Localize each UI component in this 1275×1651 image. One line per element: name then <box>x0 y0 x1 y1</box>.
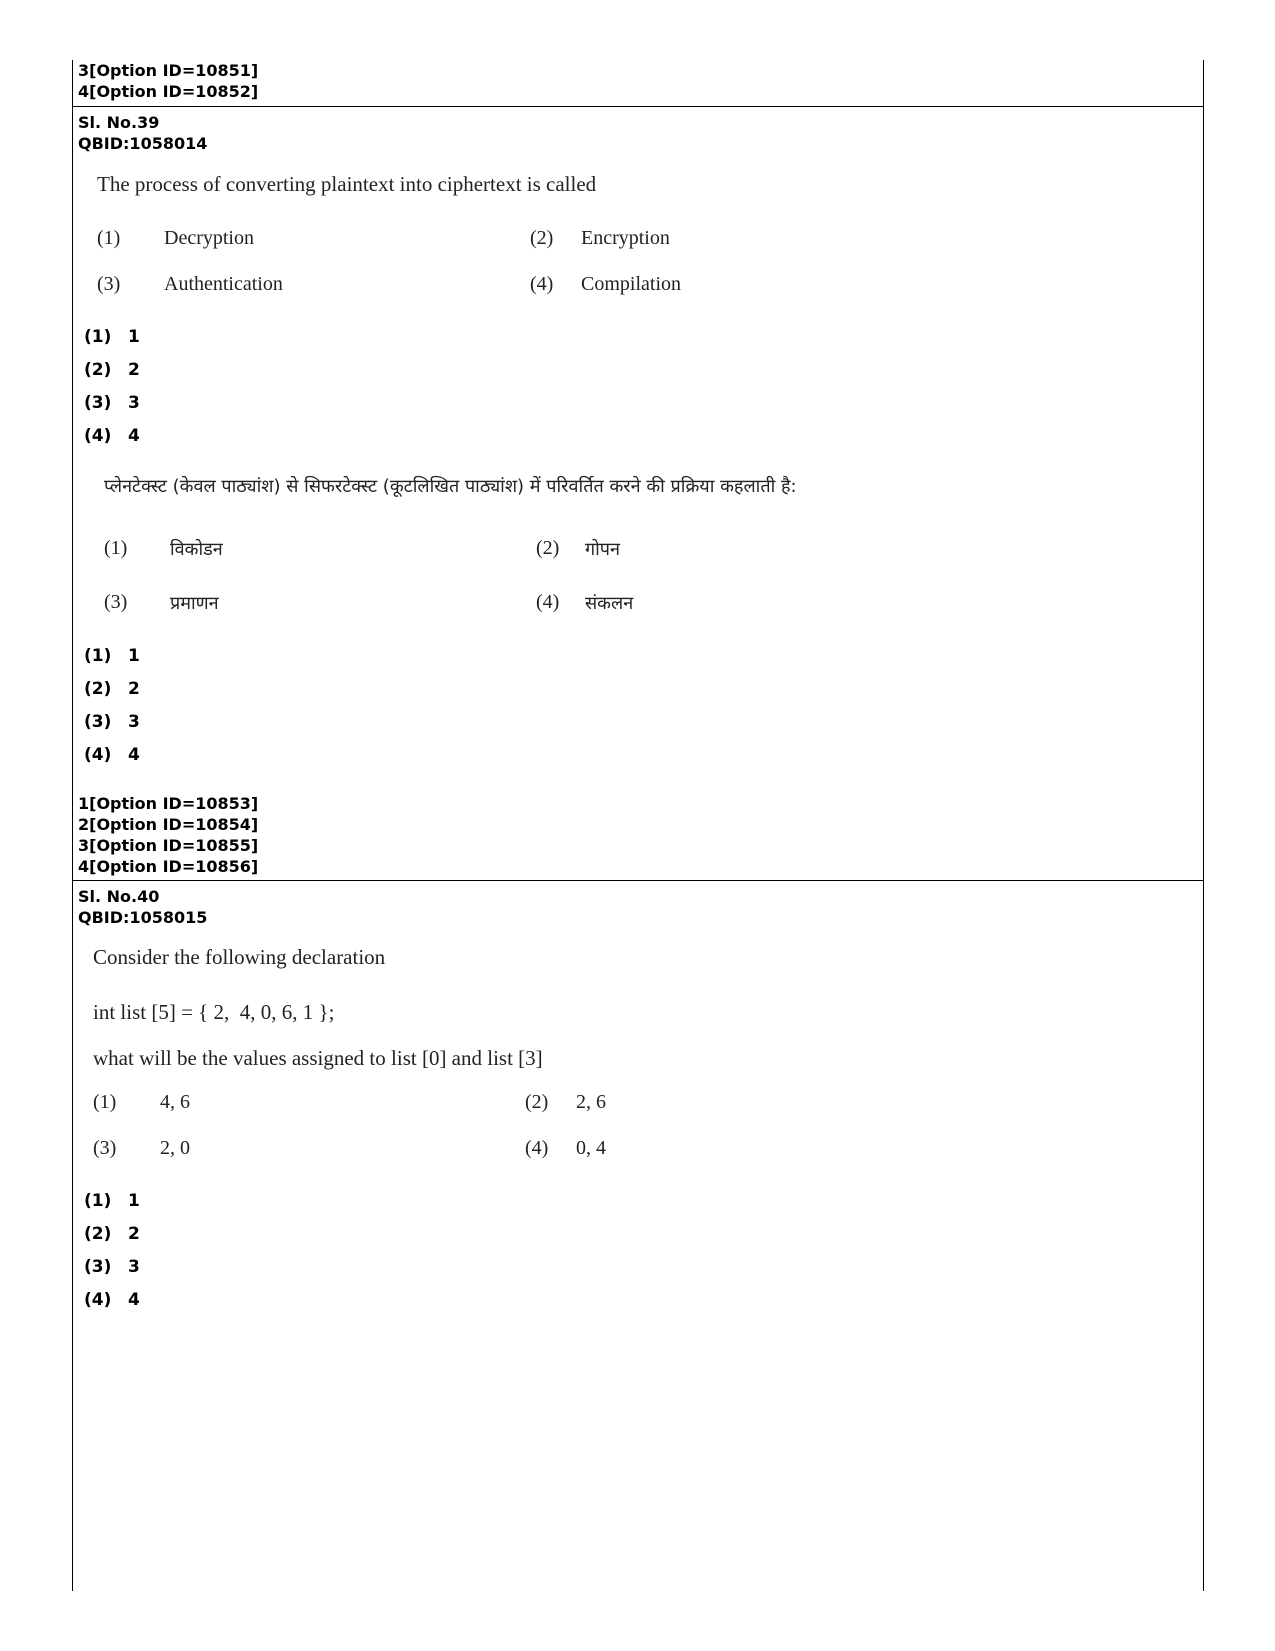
answer-choice[interactable]: (1) 1 <box>84 646 140 666</box>
option-text: 2, 0 <box>160 1137 190 1159</box>
option-text: Decryption <box>164 227 254 249</box>
option-number: (3) <box>104 591 128 613</box>
option-id-line: 3[Option ID=10851] <box>78 61 259 80</box>
left-border <box>72 60 73 1591</box>
answer-choice[interactable]: (4) 4 <box>84 745 140 765</box>
option-number: (2) <box>525 1091 549 1113</box>
divider <box>72 106 1204 107</box>
option-number: (3) <box>93 1137 117 1159</box>
serial-number: Sl. No.39 <box>78 113 160 132</box>
option-id-line: 4[Option ID=10852] <box>78 82 259 101</box>
option-id-line: 2[Option ID=10854] <box>78 815 259 834</box>
option-text: Compilation <box>581 273 681 295</box>
option-id-line: 4[Option ID=10856] <box>78 857 259 876</box>
option-id-line: 3[Option ID=10855] <box>78 836 259 855</box>
option-number: (4) <box>536 591 560 613</box>
q40-question-line: Consider the following declaration <box>93 945 386 969</box>
answer-choice[interactable]: (2) 2 <box>84 360 140 380</box>
option-number: (2) <box>536 537 560 559</box>
option-number: (1) <box>97 227 121 249</box>
answer-choice[interactable]: (2) 2 <box>84 679 140 699</box>
qbid: QBID:1058015 <box>78 908 208 927</box>
option-id-line: 1[Option ID=10853] <box>78 794 259 813</box>
option-text: विकोडन <box>170 539 223 560</box>
q39-header <box>78 112 207 154</box>
q39-question-en: The process of converting plaintext into ciphertext is called <box>97 172 597 196</box>
option-text: प्रमाणन <box>170 593 219 614</box>
answer-choice[interactable]: (3) 3 <box>84 393 140 413</box>
answer-choice[interactable]: (4) 4 <box>84 426 140 446</box>
q40-question-line: what will be the values assigned to list [0] and list [3] <box>93 1046 543 1070</box>
option-text: 4, 6 <box>160 1091 190 1113</box>
q39-question-hi: प्लेनटेक्स्ट (केवल पाठ्यांश) से सिफरटेक्स्ट (कूटलिखित पाठ्यांश) में परिवर्तित करने की प्रक्रिया कहलाती है: <box>104 476 797 497</box>
answer-choice[interactable]: (2) 2 <box>84 1224 140 1244</box>
option-number: (2) <box>530 227 554 249</box>
option-text: गोपन <box>585 539 621 560</box>
right-border <box>1203 60 1204 1591</box>
divider <box>72 880 1204 881</box>
q40-header <box>78 886 207 928</box>
q40-code-line: int list [5] = { 2, 4, 0, 6, 1 }; <box>93 1000 335 1024</box>
answer-choice[interactable]: (3) 3 <box>84 712 140 732</box>
option-number: (1) <box>104 537 128 559</box>
option-number: (4) <box>530 273 554 295</box>
option-text: संकलन <box>585 593 634 614</box>
option-text: 2, 6 <box>576 1091 606 1113</box>
option-text: Authentication <box>164 273 283 295</box>
option-number: (4) <box>525 1137 549 1159</box>
option-number: (3) <box>97 273 121 295</box>
option-text: 0, 4 <box>576 1137 606 1159</box>
answer-choice[interactable]: (1) 1 <box>84 1191 140 1211</box>
serial-number: Sl. No.40 <box>78 887 160 906</box>
top-option-ids <box>78 60 258 102</box>
answer-choice[interactable]: (1) 1 <box>84 327 140 347</box>
option-number: (1) <box>93 1091 117 1113</box>
q39-option-ids <box>78 793 258 877</box>
answer-choice[interactable]: (3) 3 <box>84 1257 140 1277</box>
answer-choice[interactable]: (4) 4 <box>84 1290 140 1310</box>
qbid: QBID:1058014 <box>78 134 208 153</box>
option-text: Encryption <box>581 227 670 249</box>
